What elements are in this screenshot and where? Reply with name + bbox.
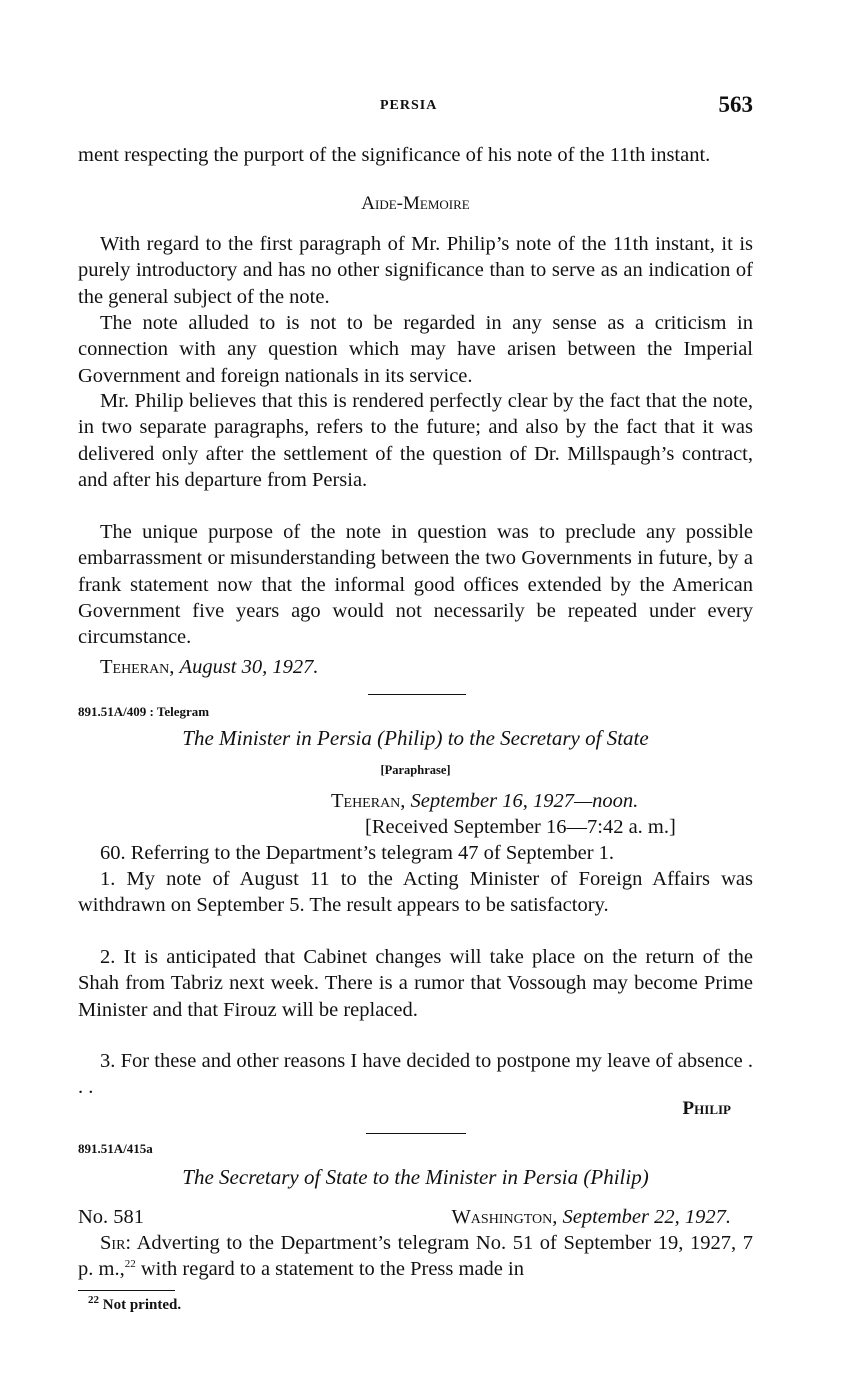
- doc1-received: [Received September 16—7:42 a. m.]: [365, 816, 676, 838]
- aide-memoire-paragraph-2: The note alluded to is not to be regarded in any sense as a criticism in connection with any question which may have arisen between the Imperial Government and foreign nationals in its service.: [78, 312, 753, 387]
- doc1-dateline-date: September 16, 1927—noon.: [410, 790, 639, 812]
- doc2-footnote-mark: 22: [124, 1258, 136, 1271]
- footnote-divider: [78, 1290, 175, 1291]
- doc2-title: The Secretary of State to the Minister in Persia (Philip): [182, 1165, 649, 1189]
- doc2-dateline-place: Washington,: [451, 1206, 558, 1228]
- doc1-paraphrase-note: [Paraphrase]: [380, 763, 451, 777]
- footnote-text: Not printed.: [99, 1297, 182, 1313]
- doc1-title: The Minister in Persia (Philip) to the Secretary of State: [182, 726, 649, 750]
- doc1-paragraph-2: 2. It is anticipated that Cabinet changes will take place on the return of the Shah from Tabriz next week. There is a rumor that Vossough may become Prime Minister and that Firouz will be replaced.: [78, 946, 753, 1021]
- footnote-mark: 22: [88, 1294, 99, 1306]
- continuation-paragraph: ment respecting the purport of the significance of his note of the 11th instant.: [78, 144, 711, 166]
- doc2-file-reference: 891.51A/415a: [78, 1141, 153, 1156]
- doc1-paragraph-1: 1. My note of August 11 to the Acting Minister of Foreign Affairs was withdrawn on September 5. The result appears to be satisfactory.: [78, 868, 753, 917]
- doc2-letter-body: [78, 1230, 753, 1283]
- footnote: [88, 1294, 182, 1314]
- doc1-dateline-place: Teheran,: [331, 790, 406, 812]
- section-divider: [368, 694, 466, 695]
- doc1-paragraph-3: 3. For these and other reasons I have decided to postpone my leave of absence . . .: [78, 1050, 753, 1099]
- aide-memoire-dateline: [100, 654, 319, 680]
- doc2-salutation: Sir:: [100, 1232, 132, 1254]
- aide-memoire-paragraph-1: With regard to the first paragraph of Mr. Philip’s note of the 11th instant, it is purely introductory and has no other significance than to serve as an indication of the general subject of the note.: [78, 233, 753, 308]
- page-number: 563: [718, 92, 753, 117]
- doc1-dateline: [331, 788, 638, 814]
- aide-memoire-date: August 30, 1927.: [179, 656, 319, 678]
- running-title: PERSIA: [380, 98, 438, 113]
- aide-memoire-paragraph-4: The unique purpose of the note in question was to preclude any possible embarrassment or misunderstanding between the two Governments in future, by a frank statement now that the informal good offices extended by the American Government five years ago would not necessarily be repeated under every circumstance.: [78, 521, 753, 649]
- doc2-text-part1: Adverting to the Department’s telegram No. 51 of September 19, 1927, 7 p. m.,: [78, 1232, 753, 1281]
- doc1-signature: Philip: [682, 1098, 731, 1119]
- doc1-paragraph-intro: 60. Referring to the Department’s telegram 47 of September 1.: [100, 842, 615, 864]
- doc1-file-reference: 891.51A/409 : Telegram: [78, 704, 210, 719]
- aide-memoire-place: Teheran,: [100, 656, 175, 678]
- aide-memoire-heading: Aide-Memoire: [361, 193, 470, 214]
- doc2-number: No. 581: [78, 1206, 145, 1228]
- section-divider-2: [366, 1133, 466, 1134]
- doc2-dateline-date: September 22, 1927.: [562, 1206, 731, 1228]
- aide-memoire-paragraph-3: Mr. Philip believes that this is rendered perfectly clear by the fact that the note, in two separate paragraphs, refers to the future; and also by the fact that it was delivered only after the settlement of the question of Dr. Millspaugh’s contract, and after his departure from Persia.: [78, 390, 753, 491]
- doc2-text-part2: with regard to a statement to the Press made in: [135, 1258, 524, 1281]
- doc2-dateline: [451, 1204, 731, 1230]
